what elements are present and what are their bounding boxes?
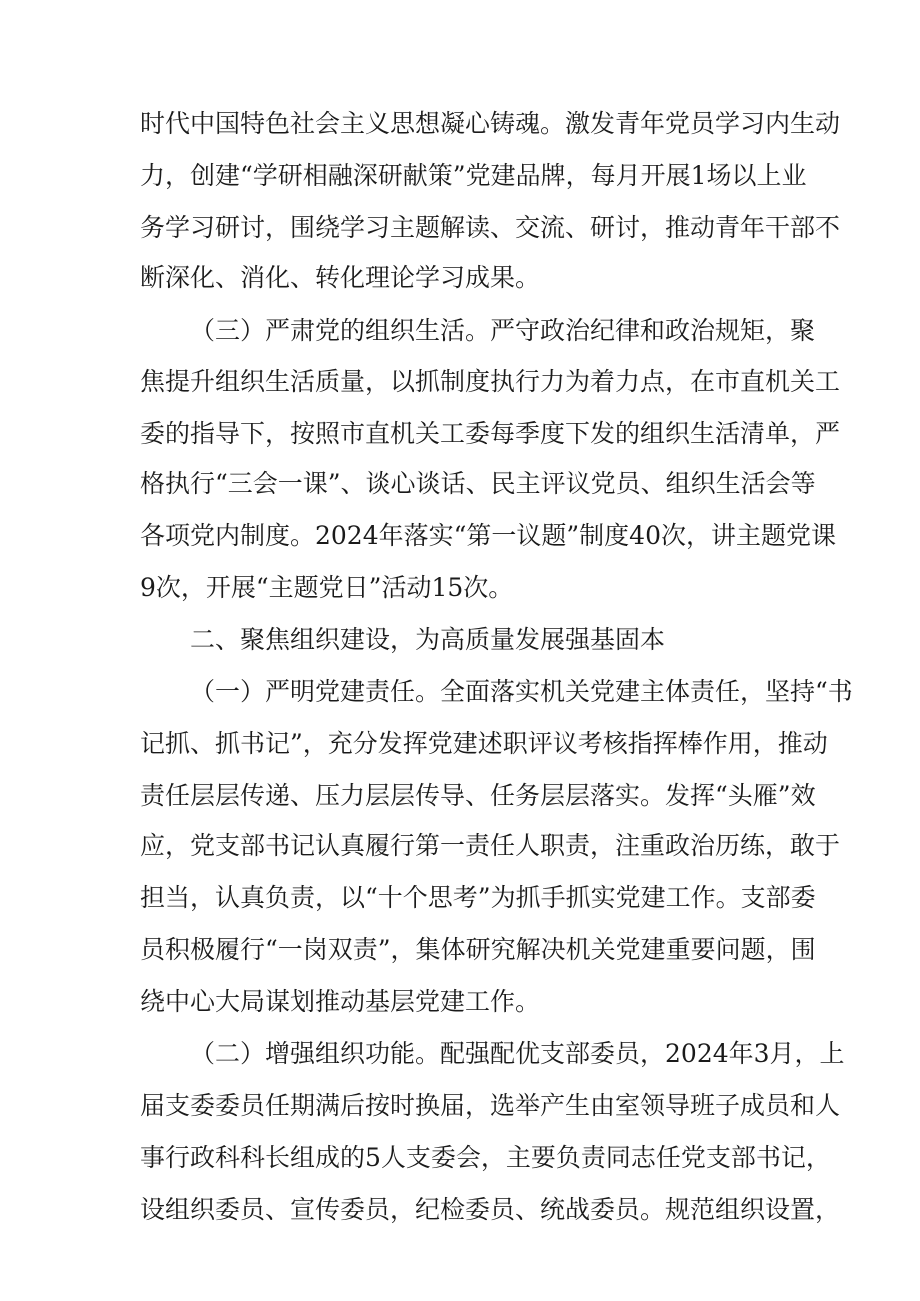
body-text-line: 设组织委员、宣传委员，纪检委员、统战委员。规范组织设置，	[140, 1195, 841, 1224]
body-text-line: 断深化、消化、转化理论学习成果。	[140, 263, 541, 292]
body-text-line: 格执行“三会一课”、谈心谈话、民主评议党员、组织生活会等	[140, 469, 816, 498]
body-text-line: 应，党支部书记认真履行第一责任人职责，注重政治历练，敢于	[140, 831, 841, 860]
section-heading-line: （二）增强组织功能。配强配优支部委员，2024年3月，上	[190, 1039, 845, 1068]
body-text-line: 届支委委员任期满后按时换届，选举产生由室领导班子成员和人	[140, 1091, 841, 1120]
body-text-line: 记抓、抓书记”，充分发挥党建述职评议考核指挥棒作用，推动	[140, 729, 828, 758]
body-text-line: 担当，认真负责，以“十个思考”为抓手抓实党建工作。支部委	[140, 883, 816, 912]
body-text-line: 委的指导下，按照市直机关工委每季度下发的组织生活清单，严	[140, 419, 841, 448]
body-text-line: 责任层层传递、压力层层传导、任务层层落实。发挥“头雁”效	[140, 781, 816, 810]
body-text-line: 绕中心大局谋划推动基层党建工作。	[140, 987, 541, 1016]
body-text-line: 事行政科科长组成的5人支委会，主要负责同志任党支部书记，	[140, 1143, 831, 1172]
chapter-heading: 二、聚焦组织建设，为高质量发展强基固本	[190, 625, 666, 654]
body-text-line: 时代中国特色社会主义思想凝心铸魂。激发青年党员学习内生动	[140, 109, 841, 138]
body-text-line: 员积极履行“一岗双责”，集体研究解决机关党建重要问题，围	[140, 935, 816, 964]
body-text-line: 务学习研讨，围绕学习主题解读、交流、研讨，推动青年干部不	[140, 213, 841, 242]
body-text-line: 焦提升组织生活质量，以抓制度执行力为着力点，在市直机关工	[140, 367, 841, 396]
body-text-line: 各项党内制度。2024年落实“第一议题”制度40次，讲主题党课	[140, 521, 836, 550]
section-heading-line: （三）严肃党的组织生活。严守政治纪律和政治规矩，聚	[190, 316, 816, 345]
section-heading-line: （一）严明党建责任。全面落实机关党建主体责任，坚持“书	[190, 677, 853, 706]
body-text-line: 9次，开展“主题党日”活动15次。	[140, 573, 514, 602]
body-text-line: 力，创建“学研相融深研献策”党建品牌，每月开展1场以上业	[140, 161, 807, 190]
